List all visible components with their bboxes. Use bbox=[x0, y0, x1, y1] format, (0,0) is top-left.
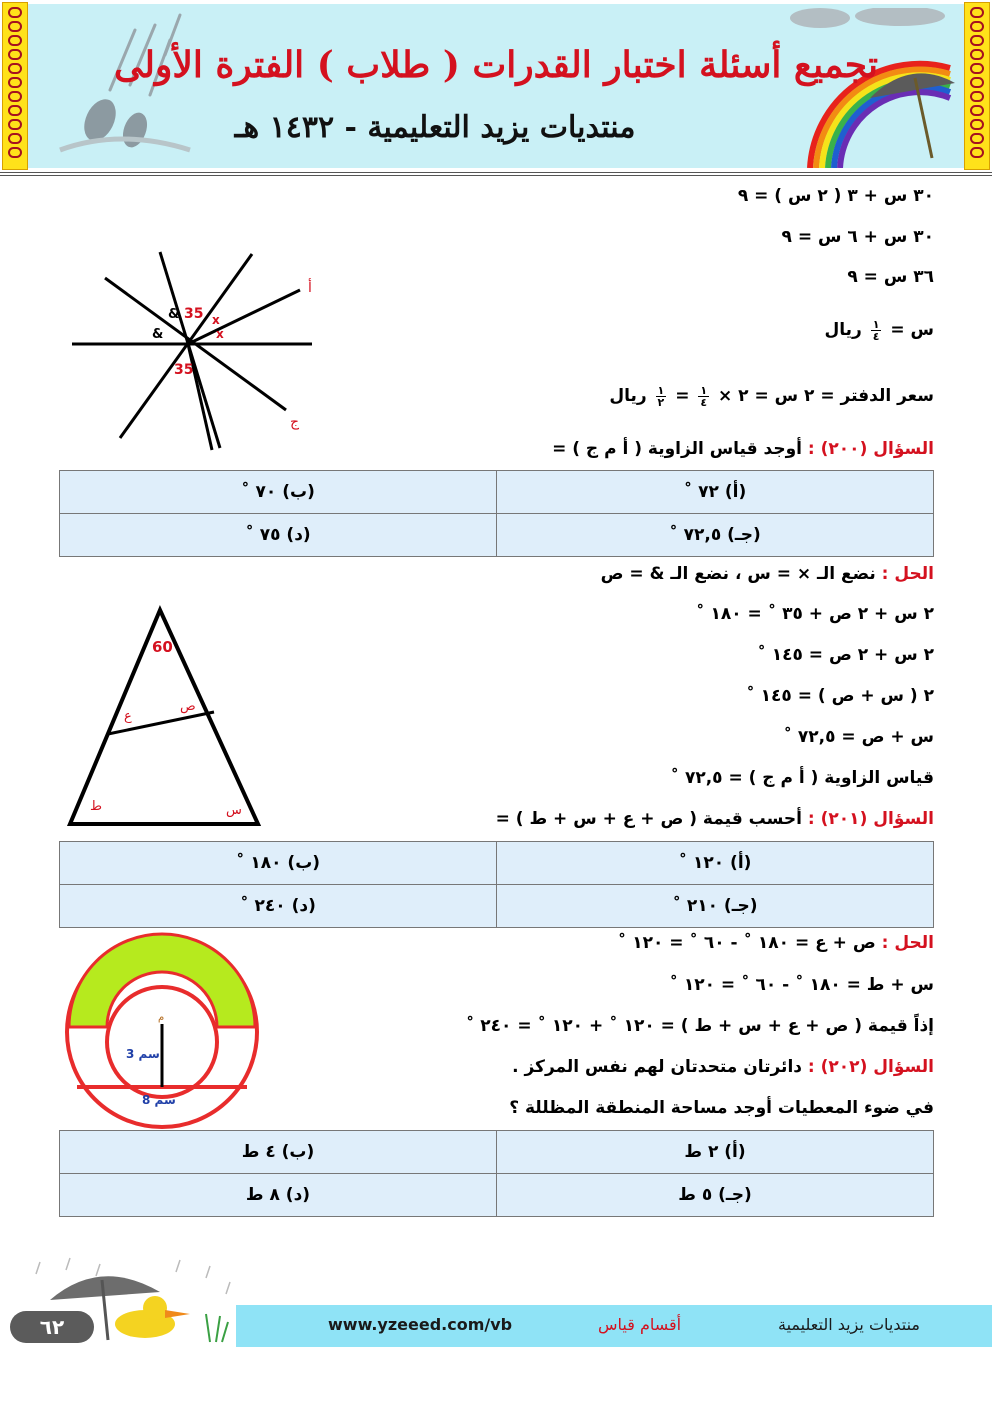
page-header bbox=[0, 0, 992, 172]
question-202 bbox=[512, 1055, 934, 1079]
option-b[interactable]: (ب) ٤ ط bbox=[60, 1131, 497, 1174]
option-c[interactable]: (جـ) ٧٢,٥ ˚ bbox=[497, 514, 934, 557]
angle-label-sin: س bbox=[226, 803, 242, 818]
option-b[interactable]: (ب) ٧٠ ˚ bbox=[60, 471, 497, 514]
option-d[interactable]: (د) ٢٤٠ ˚ bbox=[60, 885, 497, 928]
question-number: السؤال (٢٠١) : bbox=[807, 809, 934, 829]
angle-marker-x: x bbox=[216, 327, 224, 341]
frac-den: ٢ bbox=[657, 395, 665, 409]
solution-line: ٣٠ س + ٣ ( ٢ س ) = ٩ bbox=[737, 186, 934, 206]
answer-table-201 bbox=[59, 841, 934, 928]
solution-label: الحل : bbox=[881, 933, 934, 953]
solution-notebook-price bbox=[609, 384, 934, 408]
answer-table-200 bbox=[59, 470, 934, 557]
solution-line: ٣٦ س = ٩ bbox=[847, 267, 934, 287]
question-number: السؤال (٢٠٠) : bbox=[807, 439, 934, 459]
frac-num: ١ bbox=[657, 383, 665, 397]
option-b[interactable]: (ب) ١٨٠ ˚ bbox=[60, 842, 497, 885]
option-a[interactable]: (أ) ١٢٠ ˚ bbox=[497, 842, 934, 885]
frac-den: ٤ bbox=[872, 329, 880, 343]
question-text: دائرتان متحدتان لهم نفس المركز . bbox=[512, 1057, 802, 1077]
fraction-quarter bbox=[871, 319, 882, 342]
angle-marker-amp: & bbox=[168, 307, 180, 322]
solution-line: ٣٠ س + ٦ س = ٩ bbox=[781, 227, 934, 247]
solution-201-first bbox=[618, 931, 934, 955]
angle-marker-x: x bbox=[212, 313, 220, 327]
option-a[interactable]: (أ) ٧٢ ˚ bbox=[497, 471, 934, 514]
header-subtitle: منتديات يزيد التعليمية - ١٤٣٢ هـ bbox=[234, 110, 636, 145]
solution-text: ص + ع = ١٨٠ ˚ - ٦٠ ˚ = ١٢٠ ˚ bbox=[617, 933, 876, 953]
footer-section: أقسام قياس bbox=[598, 1315, 682, 1334]
price-equals: = bbox=[675, 386, 690, 406]
x-lhs: س = bbox=[890, 320, 934, 340]
frac-num: ١ bbox=[700, 383, 708, 397]
fraction-half bbox=[656, 385, 667, 408]
footer-forum-name: منتديات يزيد التعليمية bbox=[778, 1315, 920, 1334]
solution-label: الحل : bbox=[881, 564, 934, 584]
angle-label-ain: ع bbox=[124, 709, 132, 724]
solution-line: قياس الزاوية ( أ م ج ) = ٧٢,٥ ˚ bbox=[670, 768, 934, 788]
x-unit: ريال bbox=[824, 320, 862, 340]
footer-url[interactable]: www.yzeeed.com/vb bbox=[328, 1315, 513, 1334]
concentric-circles-figure bbox=[62, 932, 262, 1132]
angle-marker-amp: & bbox=[152, 327, 164, 342]
option-c[interactable]: (جـ) ٢١٠ ˚ bbox=[497, 885, 934, 928]
frac-num: ١ bbox=[872, 317, 880, 331]
question-number: السؤال (٢٠٢) : bbox=[807, 1057, 934, 1077]
solution-line: ٢ ( س + ص ) = ١٤٥ ˚ bbox=[746, 686, 934, 706]
frac-den: ٤ bbox=[700, 395, 708, 409]
angle-label-35: 35 bbox=[184, 306, 204, 322]
question-201 bbox=[496, 807, 934, 831]
solution-line: س + ط = ١٨٠ ˚ - ٦٠ ˚ = ١٢٠ ˚ bbox=[669, 975, 934, 995]
option-d[interactable]: (د) ٧٥ ˚ bbox=[60, 514, 497, 557]
fraction-quarter bbox=[698, 385, 709, 408]
header-divider-2 bbox=[0, 175, 992, 176]
question-text: أحسب قيمة ( ص + ع + س + ط ) = bbox=[495, 809, 802, 829]
solution-x-value bbox=[825, 318, 935, 342]
question-text: أوجد قياس الزاوية ( أ م ج ) = bbox=[552, 439, 802, 459]
point-label-a: أ bbox=[308, 280, 312, 296]
answer-table-202 bbox=[59, 1130, 934, 1217]
option-d[interactable]: (د) ٨ ط bbox=[60, 1174, 497, 1217]
option-c[interactable]: (جـ) ٥ ط bbox=[497, 1174, 934, 1217]
price-unit: ريال bbox=[609, 386, 647, 406]
center-label: م bbox=[158, 1012, 165, 1023]
chain-border-right bbox=[964, 2, 990, 170]
page-number: ٦٢ bbox=[10, 1311, 94, 1343]
intersecting-lines-figure bbox=[60, 240, 330, 460]
solution-200-first bbox=[601, 562, 934, 586]
solution-line: ٢ س + ٢ ص = ١٤٥ ˚ bbox=[757, 645, 934, 665]
apex-angle-label: 60 bbox=[152, 638, 173, 656]
solution-text: نضع الـ × = س ، نضع الـ & = ص bbox=[600, 564, 876, 584]
angle-label-taa: ط bbox=[90, 799, 103, 814]
question-202-text2: في ضوء المعطيات أوجد مساحة المنطقة المظللة ؟ bbox=[509, 1098, 934, 1118]
triangle-figure bbox=[60, 600, 270, 835]
point-label-c: ج bbox=[290, 414, 300, 430]
chord-label: 8 سم bbox=[142, 1093, 176, 1107]
solution-line: إذاً قيمة ( ص + ع + س + ط ) = ١٢٠ ˚ + ١٢٠ ˚ = ٢٤٠ ˚ bbox=[465, 1016, 934, 1036]
price-text: سعر الدفتر = ٢ س = ٢ × bbox=[718, 386, 934, 406]
question-200 bbox=[552, 437, 934, 461]
header-divider bbox=[0, 172, 992, 173]
solution-line: س + ص = ٧٢,٥ ˚ bbox=[783, 727, 934, 747]
angle-label-sad: ص bbox=[180, 699, 196, 714]
radius-label: 3 سم bbox=[126, 1047, 160, 1061]
angle-label-35: 35 bbox=[174, 362, 194, 378]
solution-line: ٢ س + ٢ ص + ٣٥ ˚ = ١٨٠ ˚ bbox=[696, 604, 934, 624]
option-a[interactable]: (أ) ٢ ط bbox=[497, 1131, 934, 1174]
header-title: تجميع أسئلة اختبار القدرات ( طلاب ) الفترة الأولى bbox=[113, 44, 879, 86]
